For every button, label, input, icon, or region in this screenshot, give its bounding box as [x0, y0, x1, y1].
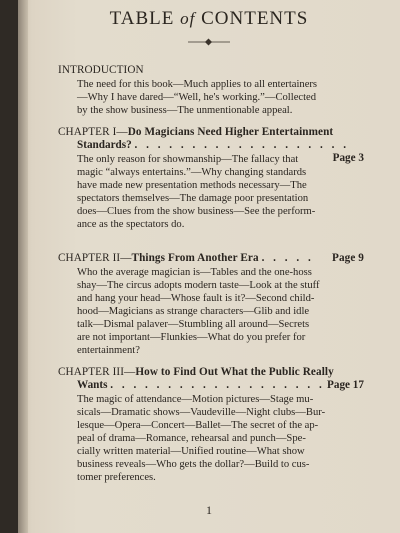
chapter-3-title: How to Find Out What the Public Really: [135, 366, 334, 378]
chapter-1-heading: [58, 126, 364, 139]
page-title: [18, 8, 400, 30]
chapter-1-line: magic “always entertains.”—Why changing standards: [77, 167, 307, 178]
leader-dots: . . . . . . . . . . . . . . . . . . .: [110, 379, 325, 391]
chapter-2-label: CHAPTER II—: [58, 252, 132, 264]
title-post: CONTENTS: [195, 8, 309, 29]
chapter-2-section: [58, 252, 364, 357]
title-ornament: [188, 38, 230, 46]
chapter-1-line: The only reason for showmanship—The fallacy that: [77, 154, 299, 165]
chapter-3-heading: [58, 366, 364, 379]
intro-section: [58, 64, 364, 117]
intro-line: —Why I have dared—“Well, he's working.”—Collected: [77, 92, 317, 103]
chapter-1-line: ance as the spectators do.: [77, 219, 185, 230]
chapter-3-line: tomer preferences.: [77, 472, 156, 483]
intro-line: The need for this book—Much applies to all entertainers: [77, 79, 318, 90]
chapter-1-line: does—Clues from the show business—See the perform-: [77, 206, 316, 217]
chapter-1-line: have made new presentation methods necessary—The: [77, 180, 307, 191]
chapter-2-line: talk—Dismal palaver—Stumbling all around—Secrets: [77, 319, 310, 330]
book-gutter: [18, 0, 28, 533]
chapter-2-line: Who the average magician is—Tables and the one-hoss: [77, 267, 312, 278]
intro-heading: INTRODUCTION: [58, 64, 144, 76]
chapter-2-body: [58, 266, 364, 357]
chapter-3-section: [58, 366, 364, 484]
chapter-3-line: business reveals—Who gets the dollar?—Build to cus-: [77, 459, 310, 470]
intro-line: by the show business—The unmentionable appeal.: [77, 105, 293, 116]
chapter-3-body: [58, 393, 364, 484]
leader-dots: . . . . . . . . . . . . . . . . . . .: [134, 139, 349, 151]
chapter-1-page: Page 3: [332, 152, 364, 164]
intro-body: [58, 78, 364, 117]
chapter-3-title-cont: Wants: [77, 379, 108, 391]
chapter-1-section: [58, 126, 364, 231]
chapter-1-title: Do Magicians Need Higher Entertainment: [127, 126, 334, 138]
title-of: of: [180, 9, 196, 28]
chapter-1-line: spectators themselves—The damage poor presentation: [77, 193, 309, 204]
chapter-2-line: entertainment?: [77, 345, 140, 356]
chapter-2-line: are not important—Flunkies—What do you prefer for: [77, 332, 306, 343]
chapter-3-line: sicals—Dramatic shows—Vaudeville—Night clubs—Bur-: [77, 407, 326, 418]
page-number: 1: [206, 503, 212, 517]
chapter-1-body: [58, 153, 364, 231]
chapter-3-label: CHAPTER III—: [58, 366, 136, 378]
chapter-2-page: Page 9: [332, 252, 364, 264]
chapter-2-heading: [58, 252, 364, 265]
chapter-3-line: cially written material—Unified routine—What show: [77, 446, 305, 457]
chapter-2-title: Things From Another Era: [131, 252, 259, 264]
chapter-3-heading-cont: [58, 379, 364, 392]
chapter-3-page: Page 17: [327, 379, 364, 391]
title-pre: TABLE: [109, 8, 181, 29]
book-page: [18, 0, 400, 533]
chapter-3-line: lesque—Opera—Concert—Ballet—The secret of the ap-: [77, 420, 319, 431]
chapter-3-line: peal of drama—Romance, rehearsal and punch—Spe-: [77, 433, 306, 444]
chapter-1-label: CHAPTER I—: [58, 126, 128, 138]
chapter-2-line: shay—The circus adopts modern taste—Look at the stuff: [77, 280, 320, 291]
chapter-2-line: and hang your head—Whose fault is it?—Second child-: [77, 293, 315, 304]
chapter-3-line: The magic of attendance—Motion pictures—Stage mu-: [77, 394, 314, 405]
leader-dots: . . . . .: [261, 252, 314, 264]
chapter-2-line: hood—Magicians as strange characters—Glib and idle: [77, 306, 310, 317]
chapter-1-title-cont: Standards?: [77, 139, 132, 151]
